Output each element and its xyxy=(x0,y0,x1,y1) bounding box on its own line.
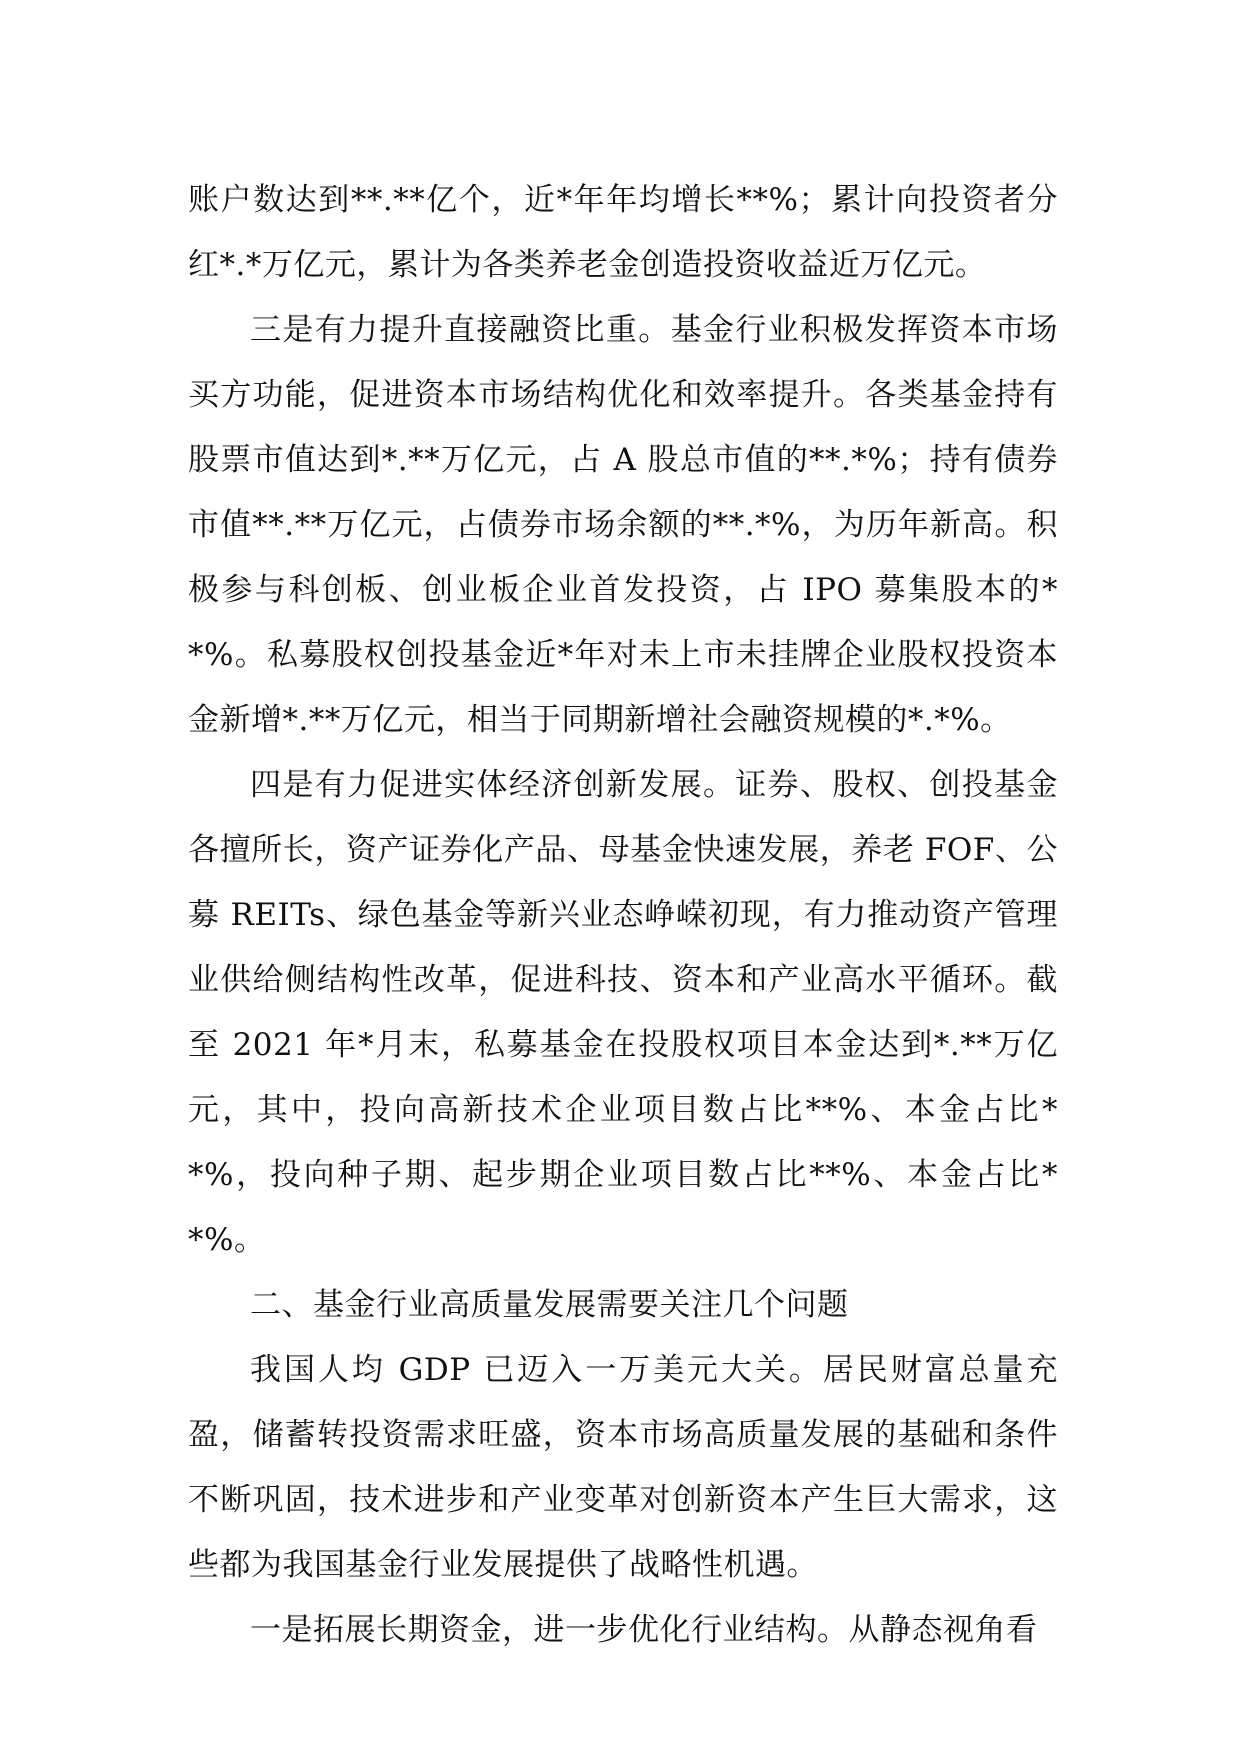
paragraph-3: 四是有力促进实体经济创新发展。证券、股权、创投基金各擅所长，资产证券化产品、母基金快速发展，养老 FOF、公募 REITs、绿色基金等新兴业态峥嵘初现，有力推动资产管理业供给侧结构性改革，促进科技、资本和产业高水平循环。截至 2021 年*月末，私募基金在投股权项目本金达到*.**万亿元，其中，投向高新技术企业项目数占比**%、本金占比**%，投向种子期、起步期企业项目数占比**%、本金占比**%。 xyxy=(188,767,1058,1258)
paragraph-2: 三是有力提升直接融资比重。基金行业积极发挥资本市场买方功能，促进资本市场结构优化和效率提升。各类基金持有股票市值达到*.**万亿元，占 A 股总市值的**.*%；持有债券市值**.**万亿元，占债券市场余额的**.*%，为历年新高。积极参与科创板、创业板企业首发投资，占 IPO 募集股本的**%。私募股权创投基金近*年对未上市未挂牌企业股权投资本金新增*.**万亿元，相当于同期新增社会融资规模的*.*%。 xyxy=(188,312,1058,738)
section-heading: 二、基金行业高质量发展需要关注几个问题 xyxy=(250,1287,849,1323)
document-page xyxy=(188,168,1058,1663)
paragraph-5: 一是拓展长期资金，进一步优化行业结构。从静态视角看 xyxy=(250,1612,1038,1648)
paragraph-4: 我国人均 GDP 已迈入一万美元大关。居民财富总量充盈，储蓄转投资需求旺盛，资本市场高质量发展的基础和条件不断巩固，技术进步和产业变革对创新资本产生巨大需求，这些都为我国基金行业发展提供了战略性机遇。 xyxy=(188,1352,1058,1583)
paragraph-1: 账户数达到**.**亿个，近*年年均增长**%；累计向投资者分红*.*万亿元，累计为各类养老金创造投资收益近万亿元。 xyxy=(188,182,1058,283)
